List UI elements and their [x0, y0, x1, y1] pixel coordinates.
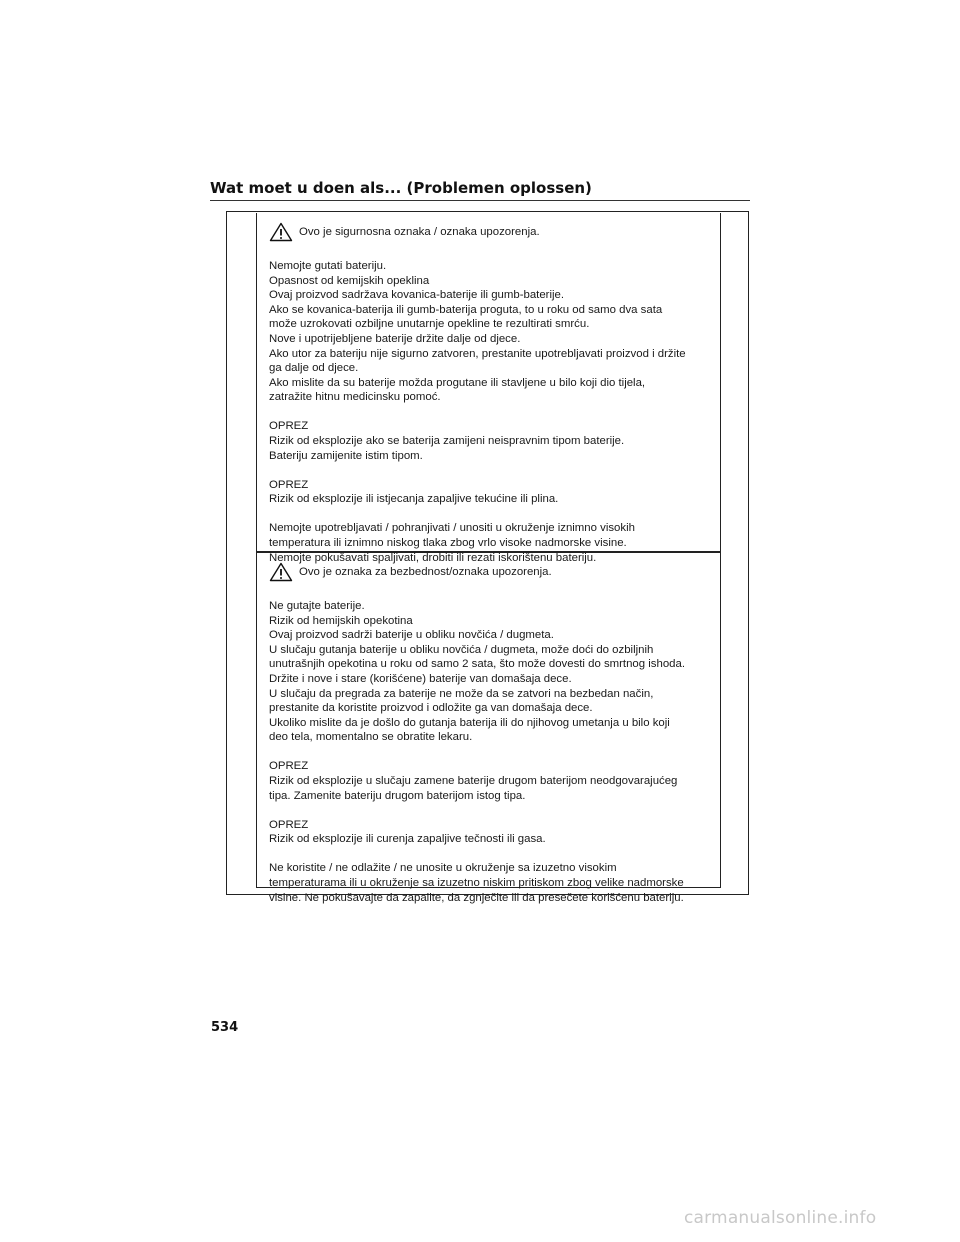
text-line: Ovaj proizvod sadržava kovanica-baterije ili gumb-baterije.: [269, 289, 565, 302]
page-number: 534: [211, 1020, 239, 1035]
text-line: zatražite hitnu medicinsku pomoć.: [269, 391, 441, 404]
watermark: carmanualsonline.info: [684, 1208, 877, 1228]
text-line: Bateriju zamijenite istim tipom.: [269, 449, 423, 462]
warning-triangle-icon: [269, 222, 293, 242]
page-title: Wat moet u doen als... (Problemen oplossen): [210, 179, 750, 201]
text-line: Ako mislite da su baterije možda progutane ili stavljene u bilo koji dio tijela,: [269, 376, 646, 389]
text-line: Rizik od eksplozije ili istjecanja zapaljive tekućine ili plina.: [269, 493, 559, 506]
text-line: U slučaju da pregrada za baterije ne može da se zatvori na bezbedan način,: [269, 687, 654, 700]
text-line: deo tela, momentalno se obratite lekaru.: [269, 731, 473, 744]
warning-symbol-row: [269, 222, 710, 242]
text-line: Ako utor za bateriju nije sigurno zatvoren, prestanite upotrebljavati proizvod i držite: [269, 347, 686, 360]
text-line: Nemojte pokušavati spaljivati, drobiti ili rezati iskorištenu bateriju.: [269, 551, 597, 564]
text-line: Ako se kovanica-baterija ili gumb-baterija proguta, to u roku od samo dva sata: [269, 303, 663, 316]
warning-symbol-label: Ovo je sigurnosna oznaka / oznaka upozorenja.: [299, 226, 540, 238]
text-line: Rizik od hemijskih opekotina: [269, 614, 413, 627]
text-line: Rizik od eksplozije ili curenja zapaljive tečnosti ili gasa.: [269, 833, 546, 846]
text-line: OPREZ: [269, 760, 309, 773]
text-line: Rizik od eksplozije ako se baterija zamijeni neispravnim tipom baterije.: [269, 435, 625, 448]
text-line: visine. Ne pokušavajte da zapalite, da zgnječite ili da presečete korišćenu bateriju.: [269, 891, 684, 904]
text-line: OPREZ: [269, 818, 309, 831]
warning-box-croatian: [256, 213, 721, 564]
caution-paragraph-leakage: [269, 478, 710, 507]
text-line: temperaturama ili u okruženje sa izuzetno niskim pritiskom zbog velike nadmorske: [269, 877, 684, 889]
text-line: može uzrokovati ozbiljne unutarnje opekline te rezultirati smrću.: [269, 318, 590, 331]
warning-symbol-row: [269, 562, 710, 582]
text-line: Nove i upotrijebljene baterije držite dalje od djece.: [269, 332, 521, 345]
caution-paragraph-leakage: [269, 818, 710, 847]
warning-box-serbian: [256, 552, 721, 904]
text-line: tipa. Zamenite bateriju drugom baterijom istog tipa.: [269, 789, 526, 802]
text-line: Ukoliko mislite da je došlo do gutanja baterija ili do njihovog umetanja u bilo koji: [269, 716, 670, 729]
environment-paragraph: [269, 861, 710, 905]
warning-triangle-icon: [269, 562, 293, 582]
text-line: prestanite da koristite proizvod i odložite ga van domašaja dece.: [269, 702, 593, 715]
text-line: OPREZ: [269, 478, 309, 491]
text-line: Držite i nove i stare (korišćene) baterije van domašaja dece.: [269, 672, 572, 685]
battery-ingestion-paragraph: [269, 259, 710, 405]
text-line: Ne koristite / ne odlažite / ne unosite u okruženje sa izuzetno visokim: [269, 862, 617, 875]
text-line: ga dalje od djece.: [269, 362, 359, 375]
caution-paragraph-replacement: [269, 759, 710, 803]
text-line: OPREZ: [269, 420, 309, 433]
text-line: unutrašnjih opekotina u roku od samo 2 sata, što može dovesti do smrtnog ishoda.: [269, 658, 685, 671]
text-line: Ovaj proizvod sadrži baterije u obliku novčića / dugmeta.: [269, 629, 554, 642]
text-line: Ne gutajte baterije.: [269, 600, 365, 612]
text-line: temperatura ili iznimno niskog tlaka zbog vrlo visoke nadmorske visine.: [269, 537, 627, 549]
text-line: U slučaju gutanja baterije u obliku novčića / dugmeta, može doći do ozbiljnih: [269, 643, 654, 656]
caution-paragraph-replacement: [269, 419, 710, 463]
warning-symbol-label: Ovo je oznaka za bezbednost/oznaka upozorenja.: [299, 566, 552, 578]
text-line: Nemojte upotrebljavati / pohranjivati / unositi u okruženje iznimno visokih: [269, 522, 635, 535]
text-line: Opasnost od kemijskih opeklina: [269, 274, 430, 287]
battery-ingestion-paragraph: [269, 599, 710, 745]
text-line: Nemojte gutati bateriju.: [269, 260, 387, 272]
text-line: Rizik od eksplozije u slučaju zamene baterije drugom baterijom neodgovarajućeg: [269, 775, 678, 788]
